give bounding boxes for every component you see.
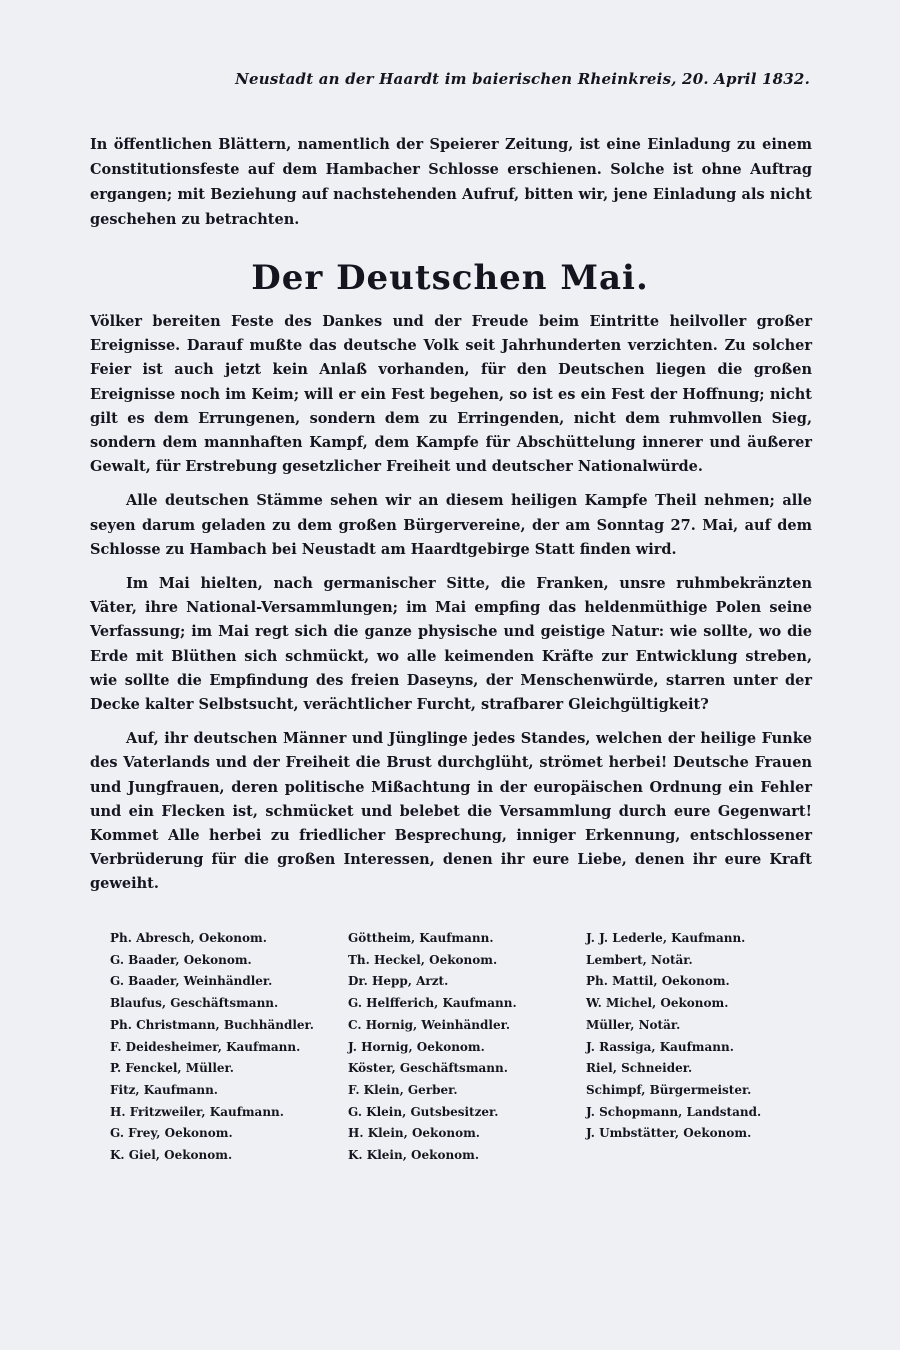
signatory: F. Klein, Gerber.	[348, 1082, 458, 1097]
signatory: Ph. Abresch, Oekonom.	[110, 931, 267, 945]
signatory: G. Baader, Oekonom.	[110, 952, 252, 967]
signatories-list	[110, 928, 824, 1167]
signatory: J. Umbstätter, Oekonom.	[586, 1126, 752, 1141]
paragraph: Auf, ihr deutschen Männer und Jünglinge jedes Standes, welchen der heilige Funke des Vaterlands und der Freiheit die Brust durchglüht, strömet herbei! Deutsche Frauen und Jungfrauen, deren politische Mißachtung in der europäischen Ordnung ein Fehler und ein Flecken ist, schmücket und belebet die Versammlung durch eure Gegenwart! Kommet Alle herbei zu friedlicher Besprechung, inniger Erkennung, entschlossener Verbrüderung für die großen Interessen, denen ihr eure Liebe, denen ihr eure Kraft geweiht.	[90, 730, 812, 893]
signatory: Ph. Christmann, Buchhändler.	[110, 1017, 314, 1032]
signatory: K. Giel, Oekonom.	[110, 1148, 233, 1163]
signatory: Schimpf, Bürgermeister.	[586, 1082, 752, 1097]
signatory: F. Deidesheimer, Kaufmann.	[110, 1039, 301, 1054]
signatory: Müller, Notär.	[586, 1017, 681, 1032]
signatory: G. Frey, Oekonom.	[110, 1126, 233, 1141]
signatory: Th. Heckel, Oekonom.	[348, 952, 498, 967]
signatory: H. Klein, Oekonom.	[348, 1126, 480, 1141]
signatory-column	[586, 928, 824, 1167]
paragraph: Völker bereiten Feste des Dankes und der Freude beim Eintritte heilvoller großer Ereignisse. Darauf mußte das deutsche Volk seit Jahrhunderten verzichten. Zu solcher Feier ist auch jetzt kein Anlaß vorhanden, für den Deutschen liegen die großen Ereignisse noch im Keim; will er ein Fest begehen, so ist es ein Fest der Hoffnung; nicht gilt es dem Errungenen, sondern dem zu Erringenden, nicht dem ruhmvollen Sieg, sondern dem mannhaften Kampf, dem Kampfe für Abschüttelung innerer und äußerer Gewalt, für Erstrebung gesetzlicher Freiheit und deutscher Nationalwürde.	[90, 313, 812, 476]
signatory: Göttheim, Kaufmann.	[348, 931, 494, 945]
signatory: Dr. Hepp, Arzt.	[348, 974, 449, 989]
dateline: Neustadt an der Haardt im baierischen Rheinkreis, 20. April 1832.	[235, 70, 810, 88]
paragraph: Alle deutschen Stämme sehen wir an diesem heiligen Kampfe Theil nehmen; alle seyen darum geladen zu dem großen Bürgervereine, der am Sonntag 27. Mai, auf dem Schlosse zu Hambach bei Neustadt am Haardtgebirge Statt finden wird.	[90, 492, 812, 558]
body-text	[90, 310, 812, 907]
signatory: G. Klein, Gutsbesitzer.	[348, 1104, 499, 1119]
signatory: Ph. Mattil, Oekonom.	[586, 974, 730, 989]
signatory: Lembert, Notär.	[586, 952, 693, 967]
signatory: P. Fenckel, Müller.	[110, 1061, 234, 1076]
document-title: Der Deutschen Mai.	[251, 258, 649, 298]
signatory: K. Klein, Oekonom.	[348, 1148, 480, 1163]
paragraph: Im Mai hielten, nach germanischer Sitte, die Franken, unsre ruhmbekränzten Väter, ihre National-Versammlungen; im Mai empfing das heldenmüthige Polen seine Verfassung; im Mai regt sich die ganze physische und geistige Natur: wie sollte, wo die Erde mit Blüthen sich schmückt, wo alle keimenden Kräfte zur Entwicklung streben, wie sollte die Empfindung des freien Daseyns, der Menschenwürde, starren unter der Decke kalter Selbstsucht, verächtlicher Furcht, strafbarer Gleichgültigkeit?	[90, 575, 812, 714]
signatory: H. Fritzweiler, Kaufmann.	[110, 1104, 284, 1119]
signatory: Fitz, Kaufmann.	[110, 1082, 218, 1097]
signatory: J. Rassiga, Kaufmann.	[586, 1039, 734, 1054]
signatory: Riel, Schneider.	[586, 1061, 693, 1076]
signatory: G. Baader, Weinhändler.	[110, 974, 273, 989]
signatory: G. Helfferich, Kaufmann.	[348, 996, 517, 1011]
signatory: J. J. Lederle, Kaufmann.	[586, 931, 746, 945]
intro-notice: In öffentlichen Blättern, namentlich der Speierer Zeitung, ist eine Einladung zu einem Constitutionsfeste auf dem Hambacher Schlosse erschienen. Solche ist ohne Auftrag ergangen; mit Beziehung auf nachstehenden Aufruf, bitten wir, jene Einladung als nicht geschehen zu betrachten.	[90, 136, 812, 228]
signatory: J. Hornig, Oekonom.	[348, 1039, 485, 1054]
signatory: C. Hornig, Weinhändler.	[348, 1017, 511, 1032]
signatory: J. Schopmann, Landstand.	[586, 1104, 762, 1119]
signatory-column	[348, 928, 586, 1167]
signatory: Köster, Geschäftsmann.	[348, 1061, 508, 1076]
signatory-column	[110, 928, 348, 1167]
signatory: Blaufus, Geschäftsmann.	[110, 996, 279, 1011]
signatory: W. Michel, Oekonom.	[586, 996, 729, 1011]
